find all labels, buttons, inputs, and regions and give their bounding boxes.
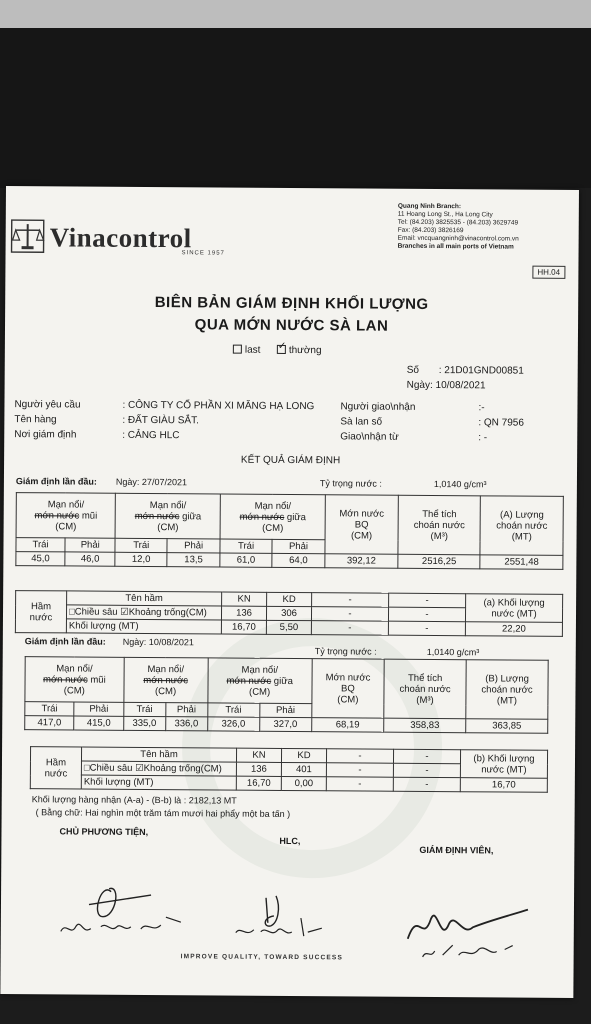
from-value: : -: [478, 432, 488, 444]
fore-right-value: 415,0: [74, 716, 123, 730]
first-tank-table: [15, 590, 563, 637]
mean-draft-header: Mớn nước BQ (CM): [325, 495, 398, 555]
owner-signature: [41, 876, 191, 947]
aft-draft-header: Mạn nổi/ mớn nước giữa (CM): [220, 494, 325, 540]
mean-draft-value: 392,12: [325, 554, 398, 569]
kd-weight: 0,00: [281, 776, 326, 790]
kn-ullage: 136: [221, 606, 266, 620]
displacement-a-header: (A) Lượng choán nước (MT): [480, 496, 563, 556]
document-title-line2: QUA MỚN NƯỚC SÀ LAN: [194, 316, 389, 335]
fore-draft-header: Mạn nổi/ mớn nước mũi (CM): [16, 493, 116, 539]
second-density-label: Tỷ trọng nước :: [314, 646, 377, 657]
dash: -: [388, 621, 465, 636]
dark-background: [0, 28, 591, 188]
volume-value: 2516,25: [398, 554, 481, 569]
form-code: HH.04: [532, 266, 565, 279]
kd-weight: 5,50: [266, 620, 311, 634]
scales-logo-icon: [10, 218, 46, 254]
volume-value: 358,83: [384, 718, 466, 733]
aft-draft-header: Mạn nổi/ mớn nước giữa (CM): [207, 658, 311, 704]
displacement-a-value: 2551,48: [480, 555, 563, 570]
kn-header: KN: [222, 592, 267, 606]
option-last: [233, 345, 261, 356]
amount-in-words: ( Bằng chữ: Hai nghìn một trăm tám mươi hai phẩy một ba tấn ): [35, 807, 291, 819]
aft-right-value: 327,0: [259, 717, 311, 731]
doc-number-label: Số: [406, 364, 419, 376]
result-title: KẾT QUẢ GIÁM ĐỊNH: [240, 454, 341, 467]
mid-right-value: 336,0: [165, 717, 207, 731]
received-cargo-weight: Khối lượng hàng nhận (A-a) - (B-b) là : 2182,13 MT: [31, 794, 237, 806]
doc-number: : 21D01GND00851: [438, 365, 524, 377]
document-title-line1: BIÊN BẢN GIÁM ĐỊNH KHỐI LƯỢNG: [154, 294, 429, 313]
displacement-b-value: 363,85: [466, 719, 548, 734]
company-slogan: IMPROVE QUALITY, TOWARD SUCCESS: [180, 953, 344, 962]
measure-type: □Chiều sâu ☑Khoảng trống(CM): [66, 605, 221, 620]
col-left: Trái: [123, 702, 165, 716]
option-last-label: last: [244, 344, 261, 356]
mid-right-value: 13,5: [167, 553, 220, 567]
requester-value: : CÔNG TY CỔ PHẦN XI MĂNG HẠ LONG: [122, 399, 315, 413]
volume-header: Thể tích choán nước (M³): [398, 495, 481, 555]
col-left: Trái: [16, 538, 65, 552]
dash: -: [326, 777, 393, 791]
monitor-bezel-top: [0, 0, 591, 28]
first-draft-table: [15, 492, 564, 570]
branch-info: [398, 203, 519, 252]
mid-draft-header: Mạn nổi/ mớn nước (CM): [124, 657, 208, 703]
fore-right-value: 46,0: [65, 552, 115, 566]
inspector-signature-title: GIÁM ĐỊNH VIÊN,: [419, 844, 494, 856]
kn-weight: 16,70: [236, 776, 281, 790]
branch-fax: Fax: (84.203) 3826169: [397, 226, 464, 235]
dash: -: [388, 607, 465, 622]
col-right: Phải: [167, 539, 220, 553]
second-density-value: 1,0140 g/cm³: [426, 646, 480, 658]
table-row: [16, 552, 563, 570]
option-normal: [277, 340, 322, 357]
kn-header: KN: [236, 748, 281, 762]
water-a-header: (a) Khối lượng nước (MT): [465, 594, 562, 623]
col-left: Trái: [115, 538, 167, 552]
mid-left-value: 12,0: [115, 552, 167, 566]
weight-label: Khối lượng (MT): [66, 619, 221, 634]
aft-left-value: 61,0: [220, 553, 272, 567]
owner-signature-title: CHỦ PHƯƠNG TIỆN,: [59, 826, 149, 838]
kn-ullage: 136: [236, 762, 281, 776]
tank-name-header: Tên hầm: [81, 747, 236, 762]
first-density-label: Tỷ trọng nước :: [319, 478, 382, 489]
weight-label: Khối lượng (MT): [81, 775, 236, 790]
mean-draft-value: 68,19: [311, 718, 384, 733]
col-right: Phải: [165, 703, 207, 717]
hlc-signature: [226, 888, 336, 949]
from-label: Giao\nhận từ: [340, 431, 399, 443]
dash: -: [393, 763, 460, 777]
branch-tel: Tel: (84.203) 3825535 - (84.203) 3629749: [397, 218, 519, 227]
dash: -: [393, 749, 460, 763]
deliverer-value: :-: [478, 402, 485, 414]
hlc-signature-title: HLC,: [279, 835, 301, 847]
dash: -: [389, 593, 466, 608]
kd-ullage: 306: [266, 606, 311, 620]
col-right: Phải: [259, 703, 311, 717]
first-inspection-date: Ngày: 27/07/2021: [115, 476, 188, 488]
second-draft-table: [24, 656, 549, 734]
mean-draft-header: Mớn nước BQ (CM): [311, 659, 384, 719]
goods-label: Tên hàng: [14, 414, 57, 426]
mid-left-value: 335,0: [123, 716, 165, 730]
kn-weight: 16,70: [221, 620, 266, 634]
second-inspection-label: Giám định lần đầu:: [24, 636, 106, 647]
branch-email: Email: vncquangninh@vinacontrol.com.vn: [397, 234, 519, 243]
water-b-total: 16,70: [460, 778, 547, 793]
second-tank-table: [30, 746, 548, 793]
tank-label: Hầm nước: [30, 747, 81, 789]
col-right: Phải: [65, 538, 115, 552]
kd-ullage: 401: [281, 762, 326, 776]
volume-header: Thể tích choán nước (M³): [384, 659, 466, 719]
col-right: Phải: [272, 539, 325, 553]
inspector-signature: [393, 889, 544, 970]
dash: -: [326, 763, 393, 777]
tank-label: Hầm nước: [15, 591, 66, 633]
dash: -: [393, 777, 460, 791]
first-inspection-label: Giám định lần đầu:: [15, 476, 97, 487]
fore-draft-header: Mạn nổi/ mớn nước mũi (CM): [25, 657, 124, 703]
dash: -: [311, 607, 388, 622]
unchecked-box-icon: [233, 345, 242, 354]
option-normal-label: thường: [288, 344, 322, 357]
barge-value: : QN 7956: [478, 417, 524, 429]
kd-header: KD: [267, 592, 312, 606]
dash: -: [312, 593, 389, 608]
fore-left-value: 417,0: [25, 716, 74, 730]
document-page: [0, 186, 579, 998]
aft-left-value: 326,0: [207, 717, 259, 731]
water-b-header: (b) Khối lượng nước (MT): [460, 750, 547, 779]
mid-draft-header: Mạn nổi/ mớn nước giữa (CM): [115, 493, 220, 539]
col-left: Trái: [207, 703, 259, 717]
branch-address: 11 Hoang Long St., Ha Long City: [397, 210, 493, 219]
since-label: SINCE 1957: [181, 250, 225, 257]
goods-value: : ĐẤT GIÀU SẮT.: [122, 414, 199, 427]
deliverer-label: Người giao\nhận: [340, 401, 416, 413]
place-value: : CẢNG HLC: [122, 429, 180, 442]
company-logo-text: Vinacontrol: [49, 222, 192, 254]
requester-label: Người yêu cầu: [14, 399, 81, 411]
dash: -: [326, 749, 393, 763]
col-left: Trái: [25, 702, 74, 716]
doc-date: Ngày: 10/08/2021: [406, 379, 486, 392]
displacement-b-header: (B) Lượng choán nước (MT): [466, 660, 548, 720]
branch-note: Branches in all main ports of Vietnam: [397, 242, 514, 251]
water-a-total: 22,20: [465, 622, 562, 637]
aft-right-value: 64,0: [272, 553, 325, 567]
second-inspection-date: Ngày: 10/08/2021: [122, 636, 194, 648]
table-row: [25, 716, 548, 734]
measure-type: □Chiều sâu ☑Khoảng trống(CM): [81, 761, 236, 776]
dash: -: [311, 621, 388, 636]
place-label: Nơi giám định: [14, 429, 77, 441]
col-left: Trái: [220, 539, 272, 553]
tank-name-header: Tên hầm: [67, 591, 222, 606]
first-density-value: 1,0140 g/cm³: [433, 478, 487, 490]
checked-box-icon: ✓: [277, 340, 287, 352]
col-right: Phải: [74, 702, 123, 716]
barge-label: Sà lan số: [340, 416, 383, 428]
branch-title: Quang Ninh Branch:: [397, 202, 462, 211]
fore-left-value: 45,0: [16, 552, 65, 566]
kd-header: KD: [281, 748, 326, 762]
